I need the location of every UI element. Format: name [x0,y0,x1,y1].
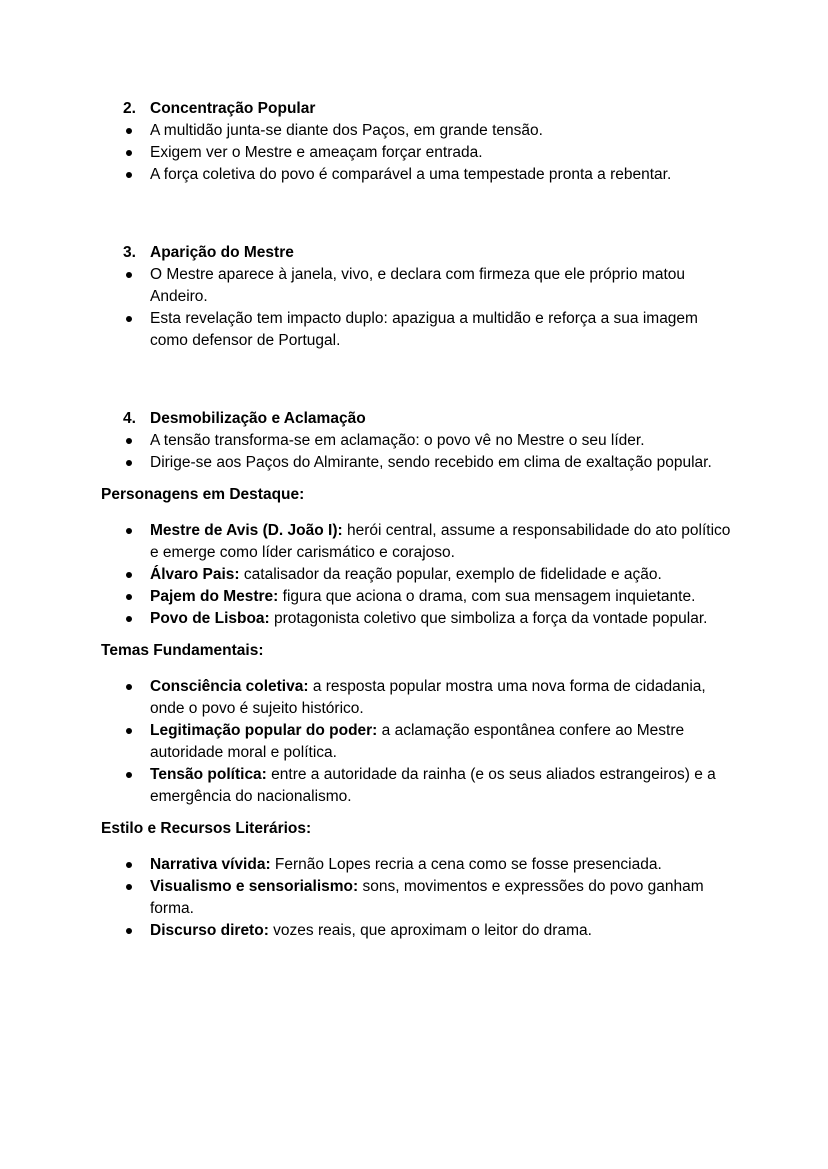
section-desmobilizacao-e-aclamacao [0,408,828,474]
list-item: Dirige-se aos Paços do Almirante, sendo recebido em clima de exaltação popular. [0,452,828,474]
bullet-icon [126,772,132,778]
list-item-text: a aclamação espontânea confere ao Mestre autoridade moral e política. [150,722,685,761]
bullet-icon [126,172,132,178]
list-item-term: Consciência coletiva: [150,678,309,695]
list-item-term: Tensão política: [150,766,267,783]
bullet-icon [126,316,132,322]
temas-heading: Temas Fundamentais: [101,642,264,659]
list-item [0,520,828,564]
list-item-text: catalisador da reação popular, exemplo de fidelidade e ação. [239,566,662,583]
personagens-heading: Personagens em Destaque: [101,486,305,503]
list-item-text: a resposta popular mostra uma nova forma de cidadania, onde o povo é sujeito histórico. [150,678,706,717]
list-item: A multidão junta-se diante dos Paços, em grande tensão. [0,120,828,142]
list-item: A força coletiva do povo é comparável a uma tempestade pronta a rebentar. [0,164,828,186]
section-number: 4. [123,410,136,427]
bullet-icon [126,438,132,444]
section-concentracao-popular [0,98,828,186]
list-item-term: Álvaro Pais: [150,566,240,583]
bullet-icon [126,572,132,578]
bullet-icon [126,460,132,466]
list-item: A tensão transforma-se em aclamação: o povo vê no Mestre o seu líder. [0,430,828,452]
bullet-icon [126,728,132,734]
list-item-term: Povo de Lisboa: [150,610,270,627]
list-item [0,608,828,630]
bullet-icon [126,928,132,934]
list-item [0,876,828,920]
bullet-icon [126,272,132,278]
document-page [0,98,828,942]
estilo-list [0,854,828,942]
list-item-text: sons, movimentos e expressões do povo ganham forma. [150,878,704,917]
list-item [0,564,828,586]
personagens-list [0,520,828,630]
list-item-text: protagonista coletivo que simboliza a força da vontade popular. [269,610,708,627]
list-item-text: Fernão Lopes recria a cena como se fosse presenciada. [270,856,662,873]
bullet-icon [126,150,132,156]
list-item-term: Pajem do Mestre: [150,588,279,605]
list-item-term: Discurso direto: [150,922,269,939]
bullet-icon [126,862,132,868]
list-item-text: herói central, assume a responsabilidade do ato político e emerge como líder carismático e corajoso. [150,522,731,561]
list-item: O Mestre aparece à janela, vivo, e declara com firmeza que ele próprio matou Andeiro. [0,264,828,308]
list-item [0,720,828,764]
bullet-icon [126,684,132,690]
list-item [0,920,828,942]
bullet-icon [126,594,132,600]
section-number: 3. [123,244,136,261]
list-item-term: Mestre de Avis (D. João I): [150,522,343,539]
list-item [0,854,828,876]
section-heading [123,98,828,120]
list-item [0,586,828,608]
list-item: Exigem ver o Mestre e ameaçam forçar entrada. [0,142,828,164]
section-aparicao-do-mestre [0,242,828,352]
bullet-icon [126,128,132,134]
list-item [0,676,828,720]
list-item: Esta revelação tem impacto duplo: apazigua a multidão e reforça a sua imagem como defensor de Portugal. [0,308,828,352]
list-item-text: entre a autoridade da rainha (e os seus aliados estrangeiros) e a emergência do nacionalismo. [150,766,716,805]
bullet-icon [126,884,132,890]
bullet-icon [126,528,132,534]
section-heading [123,408,828,430]
section-title: Aparição do Mestre [150,244,294,261]
section-number: 2. [123,100,136,117]
list-item [0,764,828,808]
section-title: Concentração Popular [150,100,316,117]
section-heading [123,242,828,264]
list-item-term: Legitimação popular do poder: [150,722,378,739]
list-item-text: vozes reais, que aproximam o leitor do drama. [268,922,592,939]
list-item-term: Narrativa vívida: [150,856,271,873]
estilo-heading: Estilo e Recursos Literários: [101,820,312,837]
list-item-text: figura que aciona o drama, com sua mensagem inquietante. [278,588,696,605]
list-item-term: Visualismo e sensorialismo: [150,878,359,895]
bullet-icon [126,616,132,622]
temas-list [0,676,828,808]
section-title: Desmobilização e Aclamação [150,410,366,427]
